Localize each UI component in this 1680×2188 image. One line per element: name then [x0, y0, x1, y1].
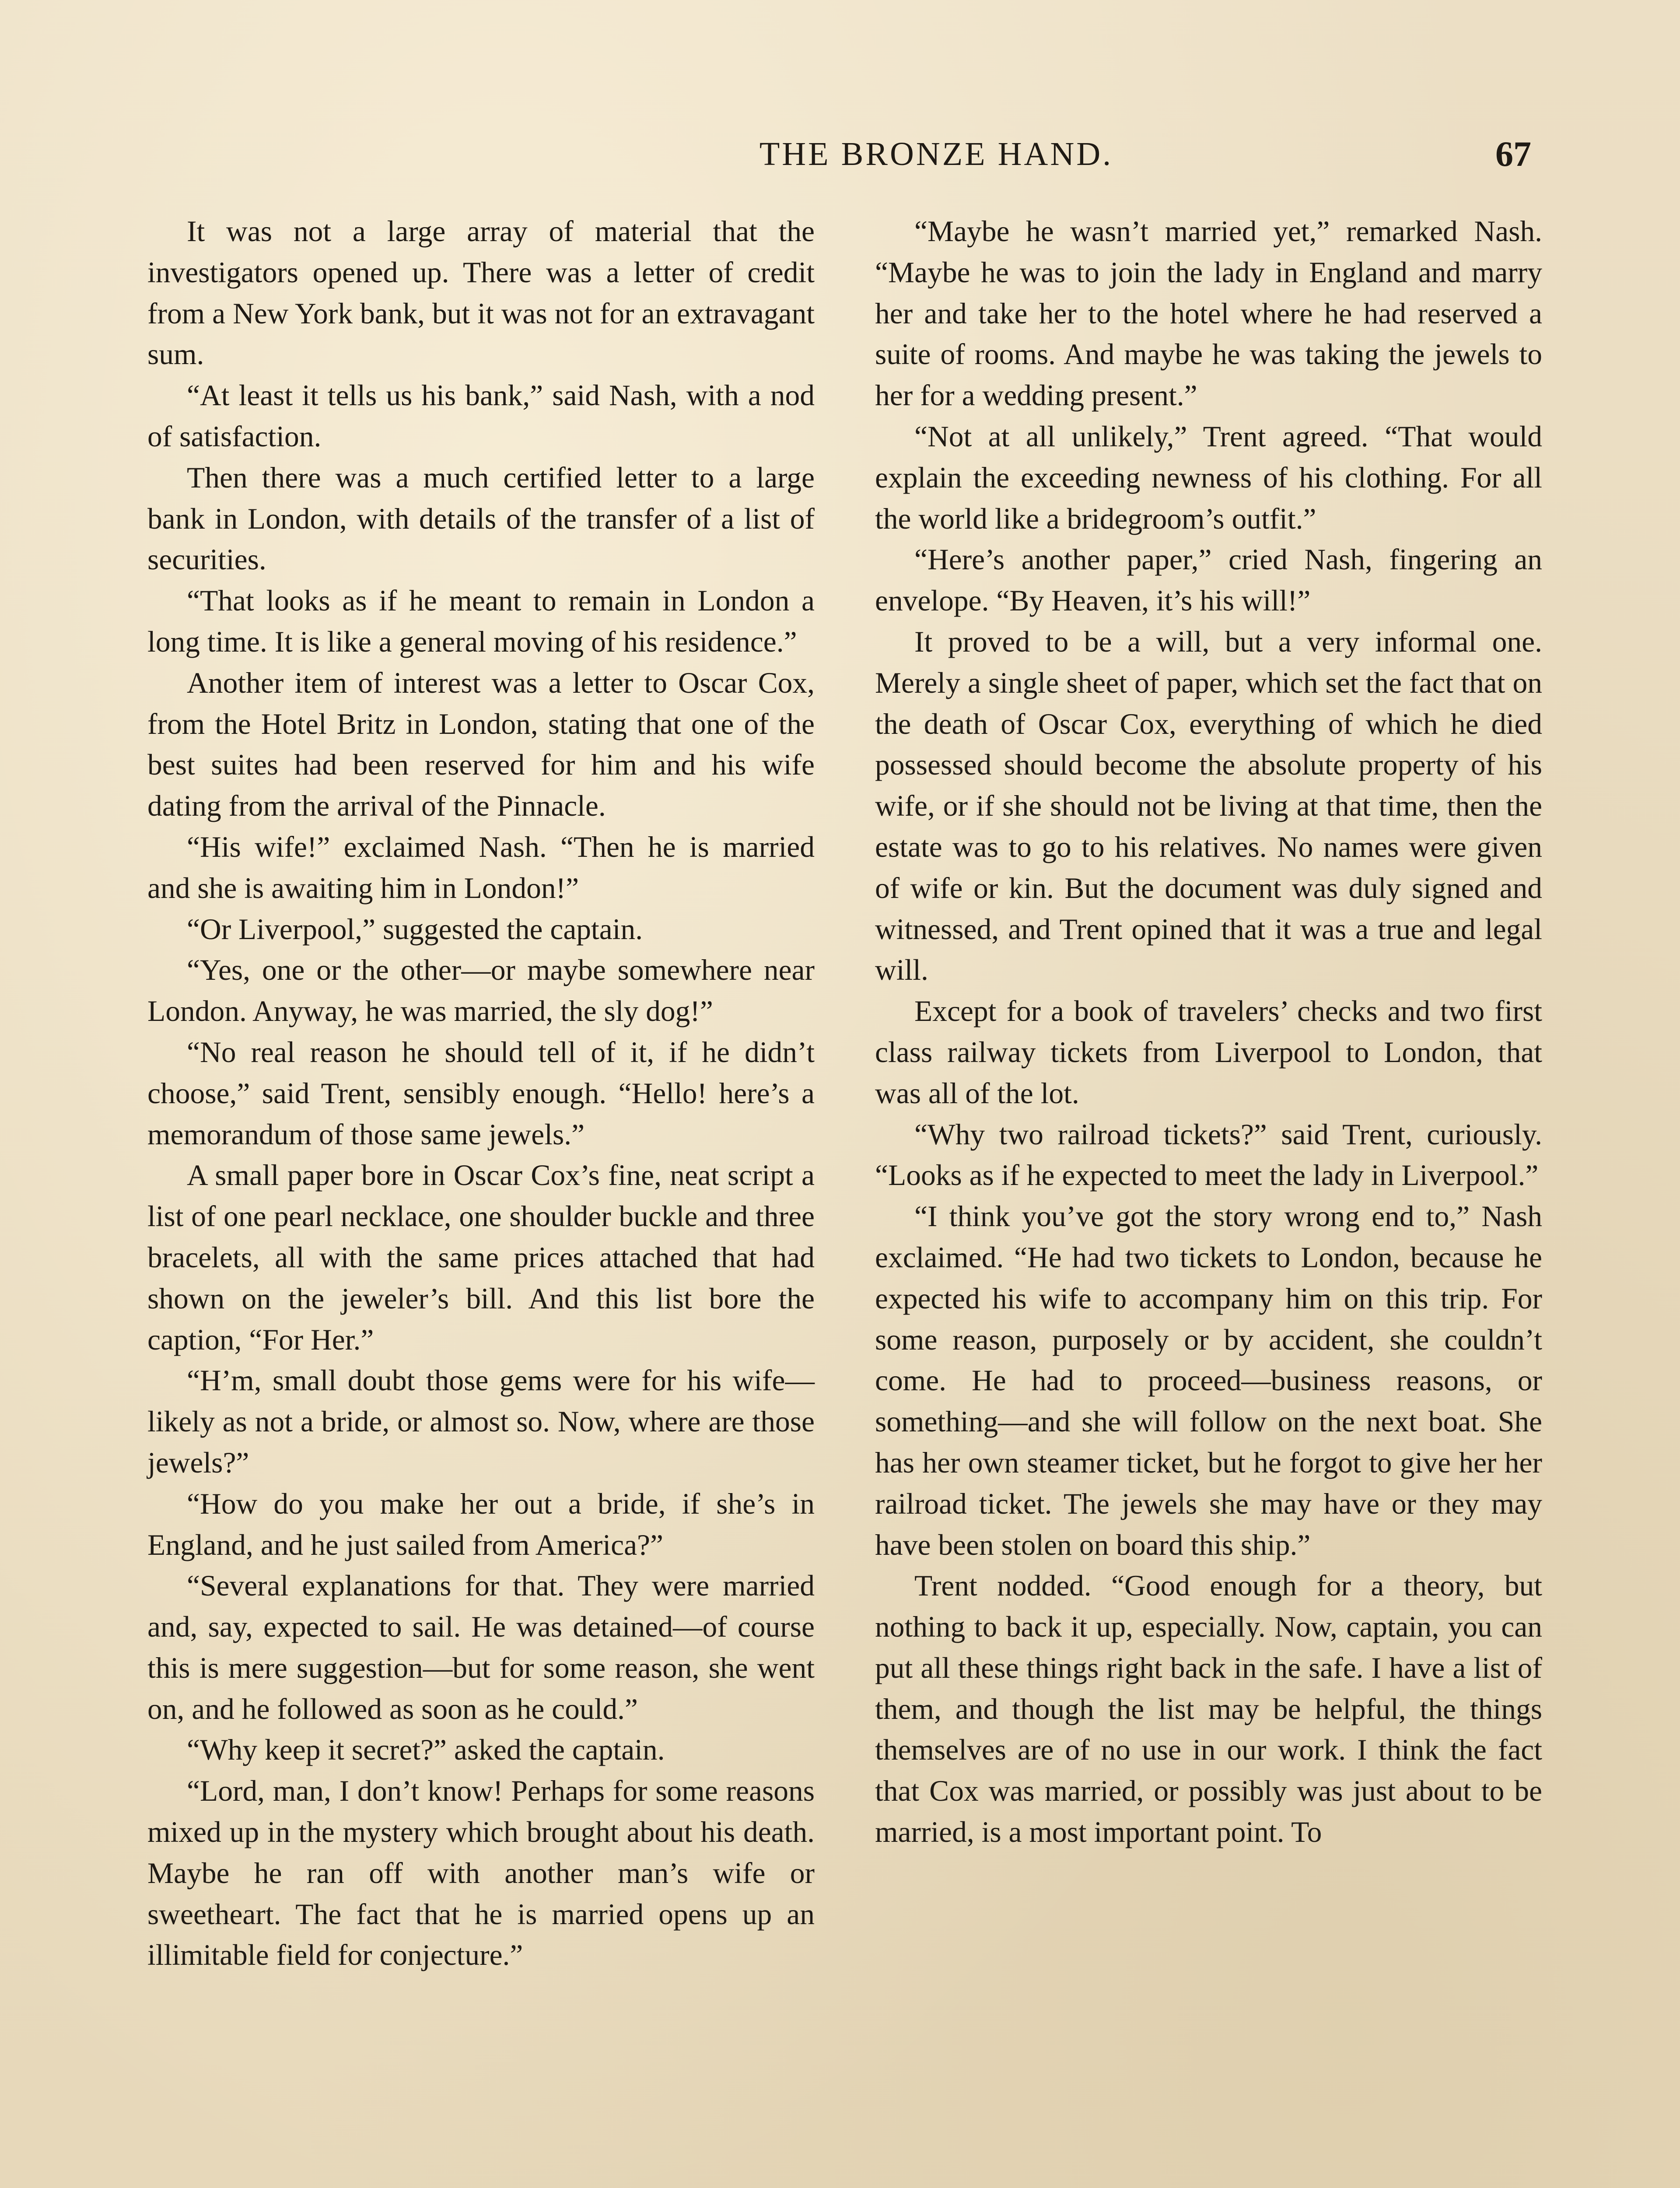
paragraph: A small paper bore in Oscar Cox’s fine, neat script a list of one pearl necklace, one shoulder buckle and three bracelets, all with the same prices attached that had shown on the jeweler’s bill. And this list bore the caption, “For Her.”: [147, 1159, 815, 1356]
paragraph: “His wife!” exclaimed Nash. “Then he is married and she is awaiting him in London!”: [147, 830, 815, 905]
paragraph: It was not a large array of material that the investigators opened up. There was a letter of credit from a New York bank, but it was not for an extravagant sum.: [147, 215, 815, 371]
left-column: [147, 211, 815, 1976]
paragraph: Trent nodded. “Good enough for a theory, but nothing to back it up, especially. Now, captain, you can put all these things right back in the safe. I have a list of them, and though the list may be helpful, the things themselves are of no use in our work. I think the fact that Cox was married, or possibly was just about to be married, is a most important point. To: [875, 1569, 1542, 1849]
paragraph: Another item of interest was a letter to Oscar Cox, from the Hotel Britz in London, stating that one of the best suites had been reserved for him and his wife dating from the arrival of the Pinnacle.: [147, 666, 815, 823]
paragraph: “I think you’ve got the story wrong end to,” Nash exclaimed. “He had two tickets to London, because he expected his wife to accompany him on this trip. For some reason, purposely or by accident, she couldn’t come. He had to proceed—business reasons, or something—and she will follow on the next boat. She has her own steamer ticket, but he forgot to give her her railroad ticket. The jewels she may have or they may have been stolen on board this ship.”: [875, 1200, 1542, 1561]
paragraph: “Maybe he wasn’t married yet,” remarked Nash. “Maybe he was to join the lady in England and marry her and take her to the hotel where he had reserved a suite of rooms. And maybe he was taking the jewels to her for a wedding present.”: [875, 215, 1542, 412]
paragraph: It proved to be a will, but a very informal one. Merely a single sheet of paper, which set the fact that on the death of Oscar Cox, everything of which he died possessed should become the absolute property of his wife, or if she should not be living at that time, then the estate was to go to his relatives. No names were given of wife or kin. But the document was duly signed and witnessed, and Trent opined that it was a true and legal will.: [875, 625, 1542, 987]
paragraph: “How do you make her out a bride, if she’s in England, and he just sailed from America?”: [147, 1487, 815, 1561]
paragraph: “Or Liverpool,” suggested the captain.: [187, 912, 643, 946]
paragraph: “At least it tells us his bank,” said Nash, with a nod of satisfaction.: [147, 379, 815, 453]
paragraph: “Why two railroad tickets?” said Trent, curiously. “Looks as if he expected to meet the lady in Liverpool.”: [875, 1118, 1542, 1192]
paragraph: “Several explanations for that. They were married and, say, expected to sail. He was detained—of course this is mere suggestion—but for some reason, she went on, and he followed as soon as he could.”: [147, 1569, 815, 1725]
paragraph: “Lord, man, I don’t know! Perhaps for some reasons mixed up in the mystery which brought about his death. Maybe he ran off with another man’s wife or sweetheart. The fact that he is married opens up an illimitable field for conjecture.”: [147, 1774, 815, 1972]
right-column: [875, 211, 1542, 1853]
running-title: THE BRONZE HAND.: [759, 136, 1113, 172]
paragraph: “Why keep it secret?” asked the captain.: [187, 1733, 665, 1767]
paragraph: “Yes, one or the other—or maybe somewhere near London. Anyway, he was married, the sly dog!”: [147, 954, 815, 1028]
paragraph: Then there was a much certified letter to a large bank in London, with details of the transfer of a list of securities.: [147, 461, 815, 576]
paragraph: “Not at all unlikely,” Trent agreed. “That would explain the exceeding newness of his clothing. For all the world like a bridegroom’s outfit.”: [875, 420, 1542, 535]
paragraph: Except for a book of travelers’ checks and two first class railway tickets from Liverpool to London, that was all of the lot.: [875, 995, 1542, 1110]
paragraph: “H’m, small doubt those gems were for his wife—likely as not a bride, or almost so. Now, where are those jewels?”: [147, 1364, 815, 1479]
page-header: [131, 128, 1531, 180]
page-number: 67: [1495, 134, 1531, 174]
paragraph: “That looks as if he meant to remain in London a long time. It is like a general moving of his residence.”: [147, 584, 815, 658]
paragraph: “No real reason he should tell of it, if he didn’t choose,” said Trent, sensibly enough. “Hello! here’s a memorandum of those same jewels.”: [147, 1035, 815, 1151]
paragraph: “Here’s another paper,” cried Nash, fingering an envelope. “By Heaven, it’s his will!”: [875, 543, 1542, 617]
